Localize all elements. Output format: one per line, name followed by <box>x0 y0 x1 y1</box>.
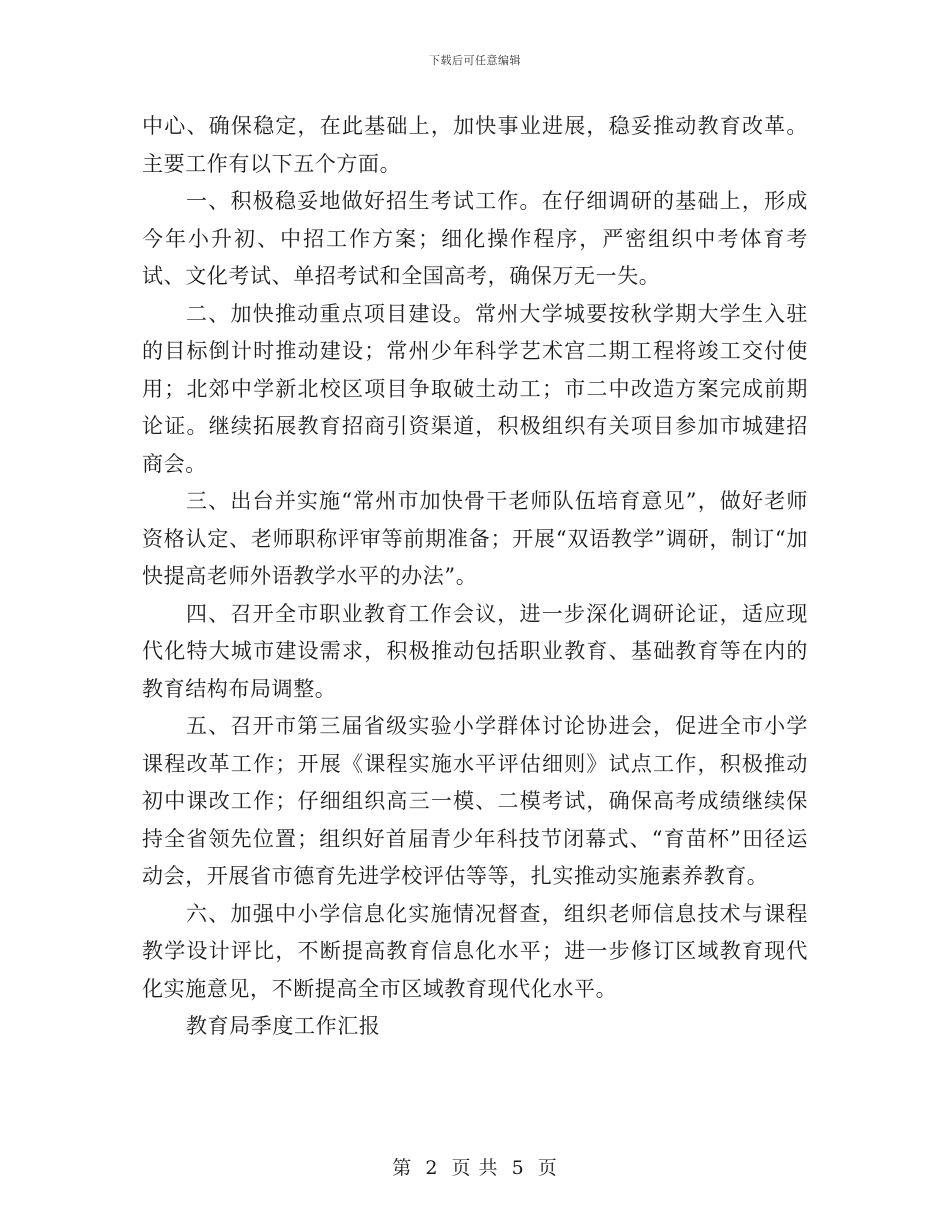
paragraph-item-5: 五、召开市第三届省级实验小学群体讨论协进会，促进全市小学课程改革工作；开展《课程实施水平评估细则》试点工作，积极推动初中课改工作；仔细组织高三一模、二模考试，确保高考成绩继续保持全省领先位置；组织好首届青少年科技节闭幕式、“育苗杯”田径运动会，开展省市德育先进学校评估等等，扎实推动实施素养教育。 <box>142 714 808 888</box>
section-title: 教育局季度工作汇报 <box>186 1014 381 1038</box>
paragraph-item-6: 六、加强中小学信息化实施情况督查，组织老师信息技术与课程教学设计评比，不断提高教育信息化水平；进一步修订区域教育现代化实施意见，不断提高全市区域教育现代化水平。 <box>142 901 808 1001</box>
page-header: 下载后可任意编辑 <box>429 54 521 67</box>
footer-prefix: 第 <box>392 1157 413 1179</box>
paragraph-item-4: 四、召开全市职业教育工作会议，进一步深化调研论证，适应现代化特大城市建设需求，积极推动包括职业教育、基础教育等在内的教育结构布局调整。 <box>142 601 808 701</box>
footer-middle: 页 共 <box>451 1157 499 1179</box>
paragraph-item-1: 一、积极稳妥地做好招生考试工作。在仔细调研的基础上，形成今年小升初、中招工作方案；细化操作程序，严密组织中考体育考试、文化考试、单招考试和全国高考，确保万无一失。 <box>142 189 808 288</box>
document-body <box>142 108 808 1046</box>
paragraph-continuation: 中心、确保稳定，在此基础上，加快事业进展，稳妥推动教育改革。主要工作有以下五个方面。 <box>142 114 808 176</box>
paragraph-item-2: 二、加快推动重点项目建设。常州大学城要按秋学期大学生入驻的目标倒计时推动建设；常州少年科学艺术宫二期工程将竣工交付使用；北郊中学新北校区项目争取破土动工；市二中改造方案完成前期论证。继续拓展教育招商引资渠道，积极组织有关项目参加市城建招商会。 <box>142 301 808 476</box>
footer-current-page: 2 <box>425 1157 439 1179</box>
page-footer <box>0 1153 950 1180</box>
footer-total-pages: 5 <box>511 1157 525 1179</box>
footer-suffix: 页 <box>537 1157 558 1179</box>
paragraph-item-3: 三、出台并实施“常州市加快骨干老师队伍培育意见”，做好老师资格认定、老师职称评审等前期准备；开展“双语教学”调研，制订“加快提高老师外语教学水平的办法”。 <box>142 489 808 588</box>
